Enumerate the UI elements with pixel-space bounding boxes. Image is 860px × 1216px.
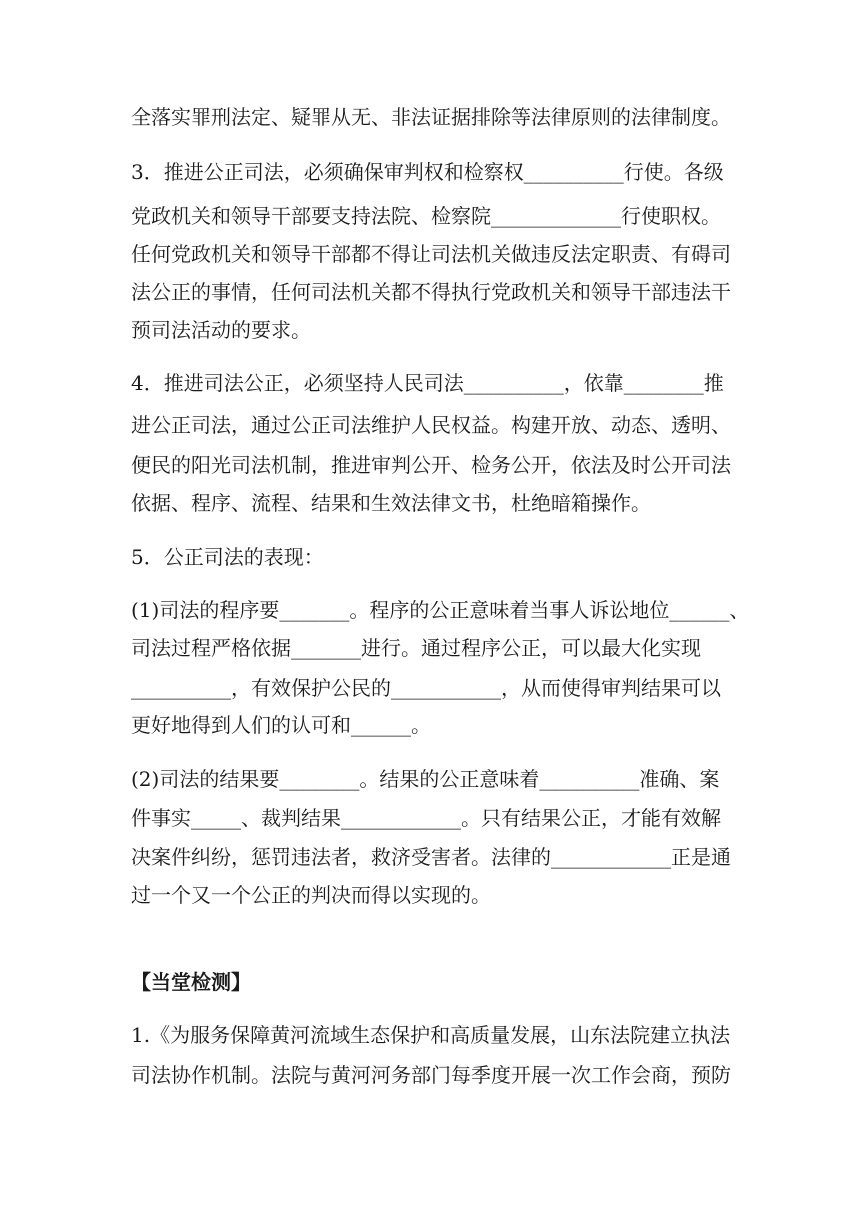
text-line: 过一个又一个公正的判决而得以实现的。 — [131, 883, 491, 907]
text-line: 4．推进司法公正，必须坚持人民司法__________，依靠________推 — [131, 371, 724, 395]
text-line: 依据、程序、流程、结果和生效法律文书，杜绝暗箱操作。 — [131, 491, 651, 515]
text-line: 进公正司法，通过公正司法维护人民权益。构建开放、动态、透明、 — [131, 413, 731, 437]
text-line: 预司法活动的要求。 — [131, 318, 311, 342]
text-line: 司法过程严格依据_______进行。通过程序公正，可以最大化实现 — [131, 636, 701, 660]
text-line: (2)司法的结果要________。结果的公正意味着__________准确、案 — [131, 767, 720, 791]
text-line: 3．推进公正司法，必须确保审判权和检察权__________行使。各级 — [131, 160, 724, 184]
text-line: 更好地得到人们的认可和______。 — [131, 713, 431, 737]
text-line: __________，有效保护公民的___________，从而使得审判结果可以 — [131, 676, 721, 700]
text-line: 件事实_____、裁判结果____________。只有结果公正，才能有效解 — [131, 806, 721, 830]
text-line: 任何党政机关和领导干部都不得让司法机关做违反法定职责、有碍司 — [131, 242, 731, 266]
text-line: 法公正的事情，任何司法机关都不得执行党政机关和领导干部违法干 — [131, 280, 731, 304]
text-line: 党政机关和领导干部要支持法院、检察院_____________行使职权。 — [131, 204, 721, 228]
section-heading: 【当堂检测】 — [131, 970, 251, 994]
text-line: 便民的阳光司法机制，推进审判公开、检务公开，依法及时公开司法 — [131, 453, 731, 477]
text-line: 全落实罪刑法定、疑罪从无、非法证据排除等法律原则的法律制度。 — [131, 105, 731, 129]
text-line: 1.《为服务保障黄河流域生态保护和高质量发展，山东法院建立执法 — [131, 1023, 731, 1047]
text-line: 决案件纠纷，惩罚违法者，救济受害者。法律的____________正是通 — [131, 845, 731, 869]
text-line: 司法协作机制。法院与黄河河务部门每季度开展一次工作会商，预防 — [131, 1063, 731, 1087]
text-line: (1)司法的程序要_______。程序的公正意味着当事人诉讼地位______、 — [131, 598, 750, 622]
text-line: 5．公正司法的表现： — [131, 545, 324, 569]
